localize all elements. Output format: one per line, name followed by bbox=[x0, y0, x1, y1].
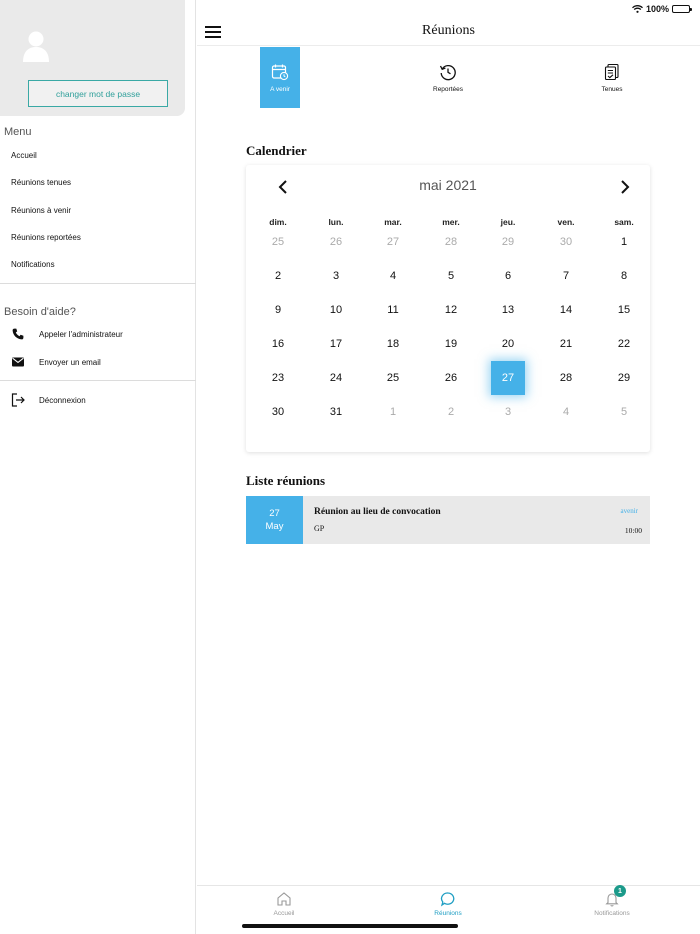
bottom-tab-reunions-label: Réunions bbox=[434, 910, 462, 917]
calendar-day[interactable]: 21 bbox=[559, 338, 573, 350]
wifi-icon bbox=[632, 5, 643, 13]
profile-box bbox=[0, 0, 185, 116]
meeting-day: 27 bbox=[269, 508, 280, 519]
calendar-day[interactable]: 26 bbox=[444, 372, 458, 384]
calendar-day[interactable]: 9 bbox=[274, 304, 282, 316]
weekday-label: ven. bbox=[557, 217, 575, 227]
calendar-day[interactable]: 3 bbox=[504, 406, 512, 418]
weekday-label: jeu. bbox=[500, 217, 516, 227]
chat-bubble-icon bbox=[440, 891, 456, 907]
logout-button[interactable] bbox=[11, 393, 86, 407]
calendar-day[interactable]: 12 bbox=[444, 304, 458, 316]
calendar-day[interactable]: 10 bbox=[329, 304, 343, 316]
status-indicators bbox=[632, 4, 690, 14]
notification-badge: 1 bbox=[614, 885, 626, 897]
calendar-day[interactable]: 31 bbox=[329, 406, 343, 418]
user-avatar-icon bbox=[22, 28, 50, 62]
meeting-status: avenir bbox=[620, 507, 638, 515]
calendar-day[interactable]: 28 bbox=[559, 372, 573, 384]
calendar-day[interactable]: 29 bbox=[617, 372, 631, 384]
calendar-day[interactable]: 26 bbox=[329, 236, 343, 248]
bottom-tab-notifications-label: Notifications bbox=[594, 910, 630, 917]
meeting-subtitle: GP bbox=[314, 524, 325, 533]
top-header bbox=[197, 18, 700, 46]
tab-tenues-label: Tenues bbox=[601, 85, 623, 93]
chevron-right-icon[interactable] bbox=[618, 179, 632, 195]
meeting-date-block bbox=[246, 496, 303, 544]
weekday-label: sam. bbox=[614, 217, 634, 227]
sidebar-item-accueil[interactable]: Accueil bbox=[11, 151, 37, 160]
history-icon bbox=[439, 63, 457, 81]
meeting-title: Réunion au lieu de convocation bbox=[314, 507, 441, 517]
tab-a-venir[interactable] bbox=[260, 47, 300, 108]
logout-label: Déconnexion bbox=[39, 395, 86, 405]
sidebar-divider bbox=[0, 380, 196, 381]
sidebar bbox=[0, 0, 196, 934]
document-check-icon bbox=[603, 63, 621, 81]
calendar-day[interactable]: 19 bbox=[444, 338, 458, 350]
calendar-day[interactable]: 29 bbox=[501, 236, 515, 248]
page-title: Réunions bbox=[422, 23, 475, 38]
calendar-day[interactable]: 22 bbox=[617, 338, 631, 350]
change-password-button[interactable]: changer mot de passe bbox=[28, 80, 168, 107]
calendar-day[interactable]: 17 bbox=[329, 338, 343, 350]
calendar-day[interactable]: 11 bbox=[387, 304, 399, 316]
calendar-day[interactable]: 30 bbox=[559, 236, 573, 248]
calendar-day[interactable]: 18 bbox=[386, 338, 400, 350]
meeting-list-item[interactable] bbox=[246, 496, 650, 544]
calendar-day[interactable]: 25 bbox=[271, 236, 285, 248]
bottom-tab-accueil-label: Accueil bbox=[273, 910, 295, 917]
battery-percent: 100% bbox=[645, 4, 669, 14]
meeting-month: May bbox=[265, 521, 284, 532]
bottom-tab-reunions[interactable] bbox=[408, 891, 488, 917]
phone-icon bbox=[11, 327, 25, 341]
calendar-day[interactable]: 28 bbox=[444, 236, 458, 248]
calendar-day[interactable]: 25 bbox=[386, 372, 400, 384]
calendar-day[interactable]: 1 bbox=[620, 236, 628, 248]
weekday-label: lun. bbox=[328, 217, 344, 227]
weekday-label: dim. bbox=[269, 217, 287, 227]
calendar-card bbox=[246, 165, 650, 452]
calendar-day[interactable]: 1 bbox=[389, 406, 397, 418]
tab-reportees[interactable] bbox=[428, 47, 468, 108]
battery-icon bbox=[672, 5, 690, 13]
sidebar-item-notifications[interactable]: Notifications bbox=[11, 260, 55, 269]
menu-section-title: Menu bbox=[4, 126, 32, 138]
calendar-day[interactable]: 20 bbox=[501, 338, 515, 350]
calendar-title: Calendrier bbox=[246, 143, 307, 158]
calendar-day[interactable]: 7 bbox=[562, 270, 570, 282]
bottom-tab-notifications[interactable] bbox=[572, 887, 652, 917]
logout-icon bbox=[11, 393, 25, 407]
calendar-day[interactable]: 14 bbox=[559, 304, 573, 316]
bottom-tab-accueil[interactable] bbox=[244, 891, 324, 917]
weekday-label: mer. bbox=[442, 217, 460, 227]
calendar-day[interactable]: 30 bbox=[271, 406, 285, 418]
calendar-day[interactable]: 15 bbox=[617, 304, 631, 316]
call-admin-label: Appeler l'administrateur bbox=[39, 329, 123, 339]
call-admin-button[interactable] bbox=[11, 327, 123, 341]
calendar-day[interactable]: 24 bbox=[329, 372, 343, 384]
envelope-icon bbox=[11, 355, 25, 369]
calendar-day[interactable]: 8 bbox=[620, 270, 628, 282]
bell-icon-wrapper bbox=[604, 887, 622, 907]
sidebar-divider bbox=[0, 283, 196, 284]
calendar-day[interactable]: 13 bbox=[501, 304, 515, 316]
sidebar-item-reunions-reportees[interactable]: Réunions reportées bbox=[11, 233, 81, 242]
meeting-time: 10:00 bbox=[624, 526, 642, 535]
calendar-day[interactable]: 2 bbox=[447, 406, 455, 418]
weekday-label: mar. bbox=[384, 217, 402, 227]
calendar-month: mai 2021 bbox=[419, 177, 477, 193]
sidebar-item-reunions-tenues[interactable]: Réunions tenues bbox=[11, 178, 72, 187]
calendar-day[interactable]: 5 bbox=[620, 406, 628, 418]
calendar-day[interactable]: 4 bbox=[389, 270, 397, 282]
help-section-title: Besoin d'aide? bbox=[4, 306, 76, 318]
calendar-day-selected[interactable]: 27 bbox=[491, 361, 525, 395]
sidebar-item-reunions-a-venir[interactable]: Réunions à venir bbox=[11, 206, 72, 215]
calendar-day[interactable]: 27 bbox=[386, 236, 400, 248]
meetings-list-title: Liste réunions bbox=[246, 473, 326, 488]
calendar-day[interactable]: 6 bbox=[504, 270, 512, 282]
calendar-day[interactable]: 4 bbox=[562, 406, 570, 418]
tab-tenues[interactable] bbox=[592, 47, 632, 108]
tab-a-venir-label: A venir bbox=[270, 85, 290, 93]
home-icon bbox=[276, 891, 292, 907]
calendar-day[interactable]: 2 bbox=[274, 270, 282, 282]
calendar-day[interactable]: 3 bbox=[332, 270, 340, 282]
send-email-label: Envoyer un email bbox=[39, 357, 101, 367]
calendar-day[interactable]: 23 bbox=[271, 372, 285, 384]
calendar-day[interactable]: 16 bbox=[271, 338, 285, 350]
calendar-day[interactable]: 5 bbox=[447, 270, 455, 282]
send-email-button[interactable] bbox=[11, 355, 101, 369]
calendar-clock-icon bbox=[271, 63, 289, 81]
tab-reportees-label: Reportées bbox=[433, 85, 463, 93]
home-indicator[interactable] bbox=[242, 924, 458, 928]
